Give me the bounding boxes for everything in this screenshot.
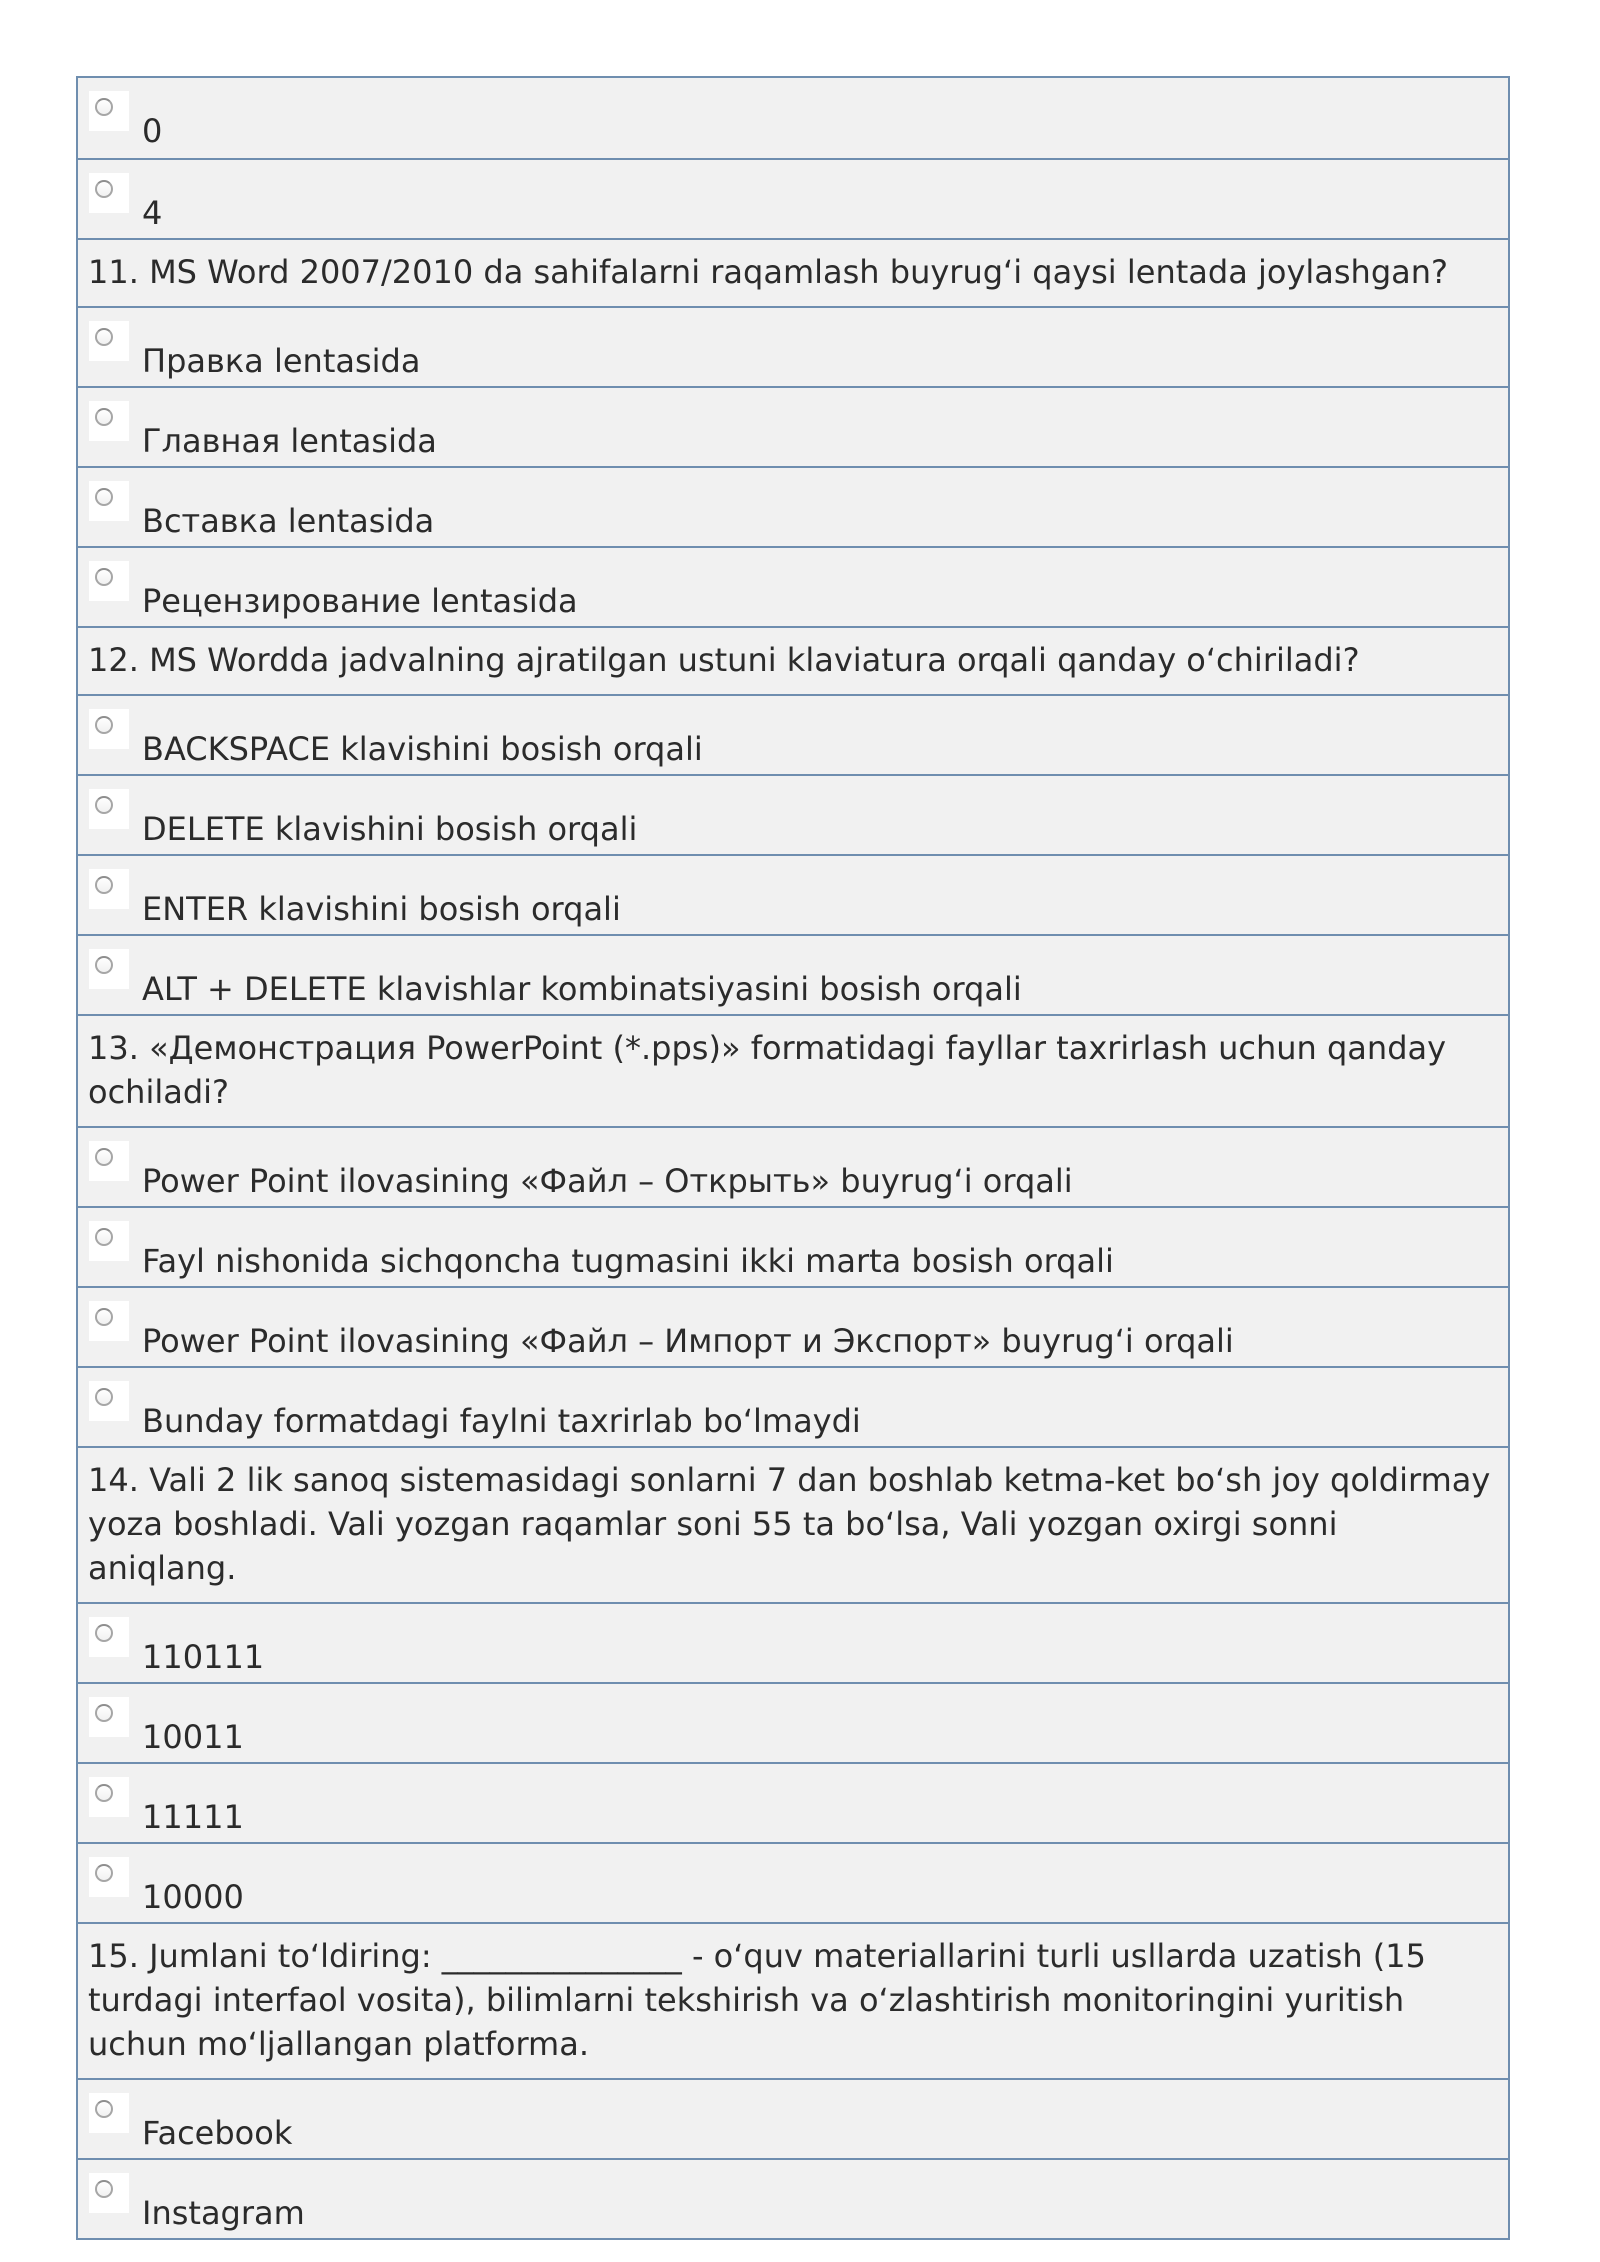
radio-button[interactable] [89, 1777, 129, 1817]
radio-button[interactable] [89, 949, 129, 989]
answer-option-row [78, 306, 1508, 386]
radio-button[interactable] [89, 709, 129, 749]
answer-option-row [78, 694, 1508, 774]
answer-option-label: Bunday formatdagi faylni taxrirlab bo‘lmaydi [142, 1402, 861, 1440]
quiz-table [76, 76, 1510, 2240]
radio-button[interactable] [89, 561, 129, 601]
answer-option-label: Power Point ilovasining «Файл – Открыть» buyrug‘i orqali [142, 1162, 1073, 1200]
question-text: 14. Vali 2 lik sanoq sistemasidagi sonlarni 7 dan boshlab ketma-ket bo‘sh joy qoldirmay yoza boshladi. Vali yozgan raqamlar soni 55 ta bo‘lsa, Vali yozgan oxirgi sonni aniqlang. [78, 1446, 1508, 1602]
question-text: 11. MS Word 2007/2010 da sahifalarni raqamlash buyrug‘i qaysi lentada joylashgan? [78, 238, 1508, 306]
answer-option-row [78, 2078, 1508, 2158]
radio-button[interactable] [89, 2173, 129, 2213]
answer-option-label: Facebook [142, 2114, 293, 2152]
answer-option-label: ENTER klavishini bosish orqali [142, 890, 621, 928]
answer-option-label: Fayl nishonida sichqoncha tugmasini ikki marta bosish orqali [142, 1242, 1114, 1280]
radio-button[interactable] [89, 321, 129, 361]
radio-button[interactable] [89, 173, 129, 213]
answer-option-row [78, 78, 1508, 158]
question-text: 13. «Демонстрация PowerPoint (*.pps)» formatidagi fayllar taxrirlash uchun qanday ochiladi? [78, 1014, 1508, 1126]
answer-option-row [78, 386, 1508, 466]
answer-option-label: 11111 [142, 1798, 244, 1836]
question-text: 15. Jumlani to‘ldiring: _______________ - o‘quv materiallarini turli usllarda uzatish (15 turdagi interfaol vosita), bilimlarni tekshirish va o‘zlashtirish monitoringini yuritish uchun mo‘ljallangan platforma. [78, 1922, 1508, 2078]
answer-option-label: Instagram [142, 2194, 305, 2232]
answer-option-row [78, 1206, 1508, 1286]
radio-button[interactable] [89, 1301, 129, 1341]
answer-option-label: 0 [142, 112, 163, 150]
answer-option-label: 10011 [142, 1718, 244, 1756]
answer-option-row [78, 2158, 1508, 2238]
radio-button[interactable] [89, 1221, 129, 1261]
radio-button[interactable] [89, 789, 129, 829]
radio-button[interactable] [89, 1381, 129, 1421]
radio-button[interactable] [89, 2093, 129, 2133]
answer-option-label: DELETE klavishini bosish orqali [142, 810, 638, 848]
answer-option-row [78, 1602, 1508, 1682]
answer-option-row [78, 466, 1508, 546]
radio-button[interactable] [89, 869, 129, 909]
answer-option-row [78, 1366, 1508, 1446]
radio-button[interactable] [89, 1857, 129, 1897]
radio-button[interactable] [89, 1697, 129, 1737]
answer-option-row [78, 1682, 1508, 1762]
answer-option-row [78, 774, 1508, 854]
answer-option-label: 4 [142, 194, 163, 232]
answer-option-row [78, 546, 1508, 626]
answer-option-row [78, 934, 1508, 1014]
answer-option-row [78, 1286, 1508, 1366]
answer-option-row [78, 854, 1508, 934]
answer-option-row [78, 158, 1508, 238]
answer-option-label: 10000 [142, 1878, 244, 1916]
answer-option-label: Главная lentasida [142, 422, 437, 460]
answer-option-label: 110111 [142, 1638, 265, 1676]
answer-option-label: Power Point ilovasining «Файл – Импорт и Экспорт» buyrug‘i orqali [142, 1322, 1234, 1360]
answer-option-label: Правка lentasida [142, 342, 421, 380]
question-text: 12. MS Wordda jadvalning ajratilgan ustuni klaviatura orqali qanday o‘chiriladi? [78, 626, 1508, 694]
radio-button[interactable] [89, 1617, 129, 1657]
radio-button[interactable] [89, 91, 129, 131]
answer-option-label: BACKSPACE klavishini bosish orqali [142, 730, 703, 768]
answer-option-row [78, 1126, 1508, 1206]
radio-button[interactable] [89, 401, 129, 441]
answer-option-label: Рецензирование lentasida [142, 582, 578, 620]
answer-option-label: Вставка lentasida [142, 502, 435, 540]
answer-option-row [78, 1842, 1508, 1922]
answer-option-row [78, 1762, 1508, 1842]
radio-button[interactable] [89, 1141, 129, 1181]
answer-option-label: ALT + DELETE klavishlar kombinatsiyasini bosish orqali [142, 970, 1022, 1008]
radio-button[interactable] [89, 481, 129, 521]
